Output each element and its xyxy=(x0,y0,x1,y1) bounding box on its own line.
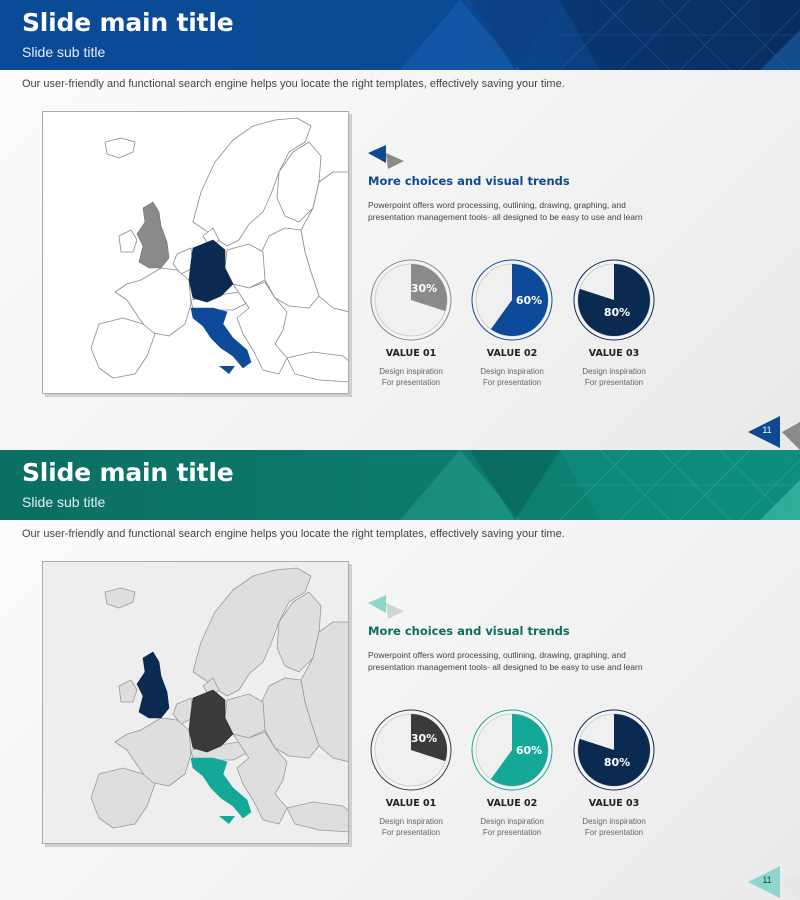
germany-highlight xyxy=(189,240,233,302)
pie-value-03 xyxy=(572,258,656,342)
pie-percent-label: 30% xyxy=(410,282,438,295)
pie-percent-label: 80% xyxy=(603,756,631,769)
turkey-shape xyxy=(287,802,349,832)
decorative-triangles xyxy=(366,143,406,171)
intro-text: Our user-friendly and functional search engine helps you locate the right templates, effectively saving your time. xyxy=(22,528,565,540)
value-03-block xyxy=(569,258,659,387)
sicily-highlight xyxy=(219,366,235,374)
page-number: 11 xyxy=(762,425,772,435)
pie-percent-label: 30% xyxy=(410,732,438,745)
iceland-shape xyxy=(105,138,135,158)
value-label: VALUE 03 xyxy=(588,798,640,809)
value-description: Design inspiration For presentation xyxy=(582,817,646,837)
value-03-block xyxy=(569,708,659,837)
slide-header xyxy=(0,450,800,520)
pie-value-01 xyxy=(369,708,453,792)
intro-text: Our user-friendly and functional search engine helps you locate the right templates, effectively saving your time. xyxy=(22,78,565,90)
europe-map xyxy=(42,561,349,844)
value-description: Design inspiration For presentation xyxy=(379,367,443,387)
iberia-shape xyxy=(91,318,155,378)
iceland-shape xyxy=(105,588,135,608)
slide-2 xyxy=(0,450,800,900)
section-description: Powerpoint offers word processing, outlining, drawing, graphing, and presentation management tools- all designed to be easy to use and learn xyxy=(368,650,643,672)
pie-percent-label: 60% xyxy=(515,294,543,307)
slide-subtitle: Slide sub title xyxy=(22,494,106,510)
value-02-block xyxy=(467,258,557,387)
value-01-block xyxy=(366,258,456,387)
section-description: Powerpoint offers word processing, outlining, drawing, graphing, and presentation management tools- all designed to be easy to use and learn xyxy=(368,200,643,222)
sicily-highlight xyxy=(219,816,235,824)
value-label: VALUE 01 xyxy=(385,348,437,359)
decorative-triangles xyxy=(366,593,406,621)
ireland-shape xyxy=(119,680,137,702)
value-description: Design inspiration For presentation xyxy=(582,367,646,387)
value-description: Design inspiration For presentation xyxy=(480,817,544,837)
value-description: Design inspiration For presentation xyxy=(480,367,544,387)
turkey-shape xyxy=(287,352,349,382)
value-label: VALUE 02 xyxy=(486,798,538,809)
slide-title: Slide main title xyxy=(22,458,234,487)
uk-highlight xyxy=(137,202,169,268)
pie-percent-label: 60% xyxy=(515,744,543,757)
slide-subtitle: Slide sub title xyxy=(22,44,106,60)
pie-percent-label: 80% xyxy=(603,306,631,319)
slide-title: Slide main title xyxy=(22,8,234,37)
page-number-badge xyxy=(746,414,800,450)
page-number-badge xyxy=(746,864,800,900)
slide-header xyxy=(0,0,800,70)
section-heading: More choices and visual trends xyxy=(368,174,570,188)
europe-map-graphic xyxy=(43,112,349,394)
value-label: VALUE 01 xyxy=(385,798,437,809)
europe-map xyxy=(42,111,349,394)
section-heading: More choices and visual trends xyxy=(368,624,570,638)
europe-map-graphic xyxy=(43,562,349,844)
page-number: 11 xyxy=(762,875,772,885)
pie-value-01 xyxy=(369,258,453,342)
value-02-block xyxy=(467,708,557,837)
uk-highlight xyxy=(137,652,169,718)
value-description: Design inspiration For presentation xyxy=(379,817,443,837)
pie-value-03 xyxy=(572,708,656,792)
value-label: VALUE 02 xyxy=(486,348,538,359)
ireland-shape xyxy=(119,230,137,252)
iberia-shape xyxy=(91,768,155,828)
value-01-block xyxy=(366,708,456,837)
value-label: VALUE 03 xyxy=(588,348,640,359)
germany-highlight xyxy=(189,690,233,752)
